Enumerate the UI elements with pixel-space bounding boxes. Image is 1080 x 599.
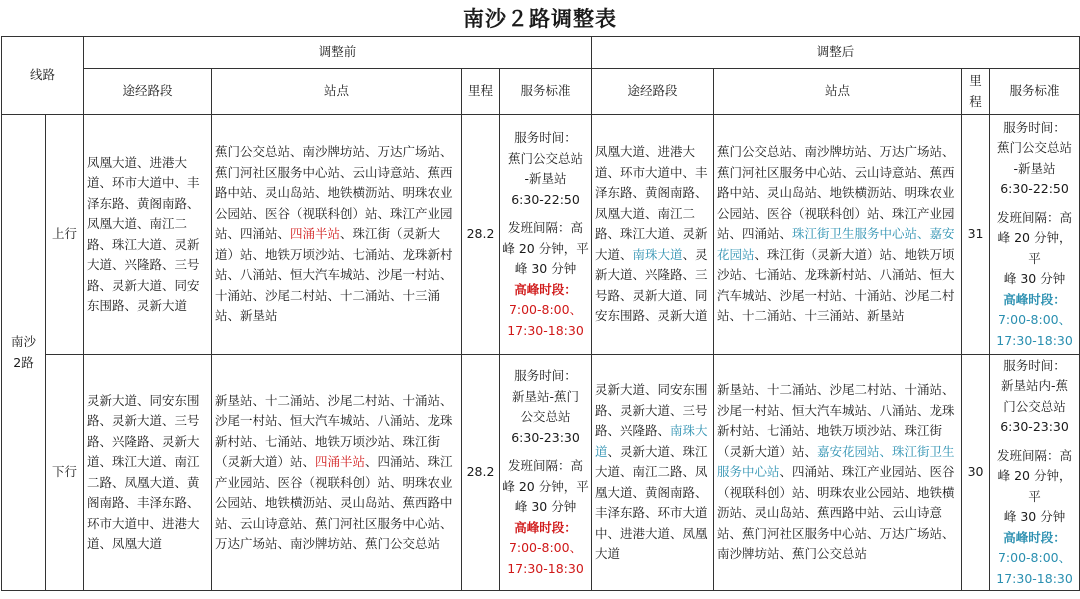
down-after-svc-time: 6:30-23:30: [1000, 419, 1069, 435]
down-before-peak-1: 7:00-8:00、: [508, 540, 583, 555]
direction-down-label: 下行: [46, 355, 84, 591]
down-after-peak-1: 7:00-8:00、: [997, 550, 1072, 566]
up-before-interval-1: 发班间隔：高: [508, 220, 584, 235]
up-after-path-part-1: 凤凰大道、进港大道、环市大道中、丰泽东路、黄阁南路、凤凰大道、南江二路、珠江大道、灵新大道、: [595, 144, 708, 262]
route-name-line-2: 2路: [13, 354, 34, 370]
header-before-mileage: 里程: [462, 69, 500, 115]
down-after-stations-highlight: 嘉安花园站、珠江街卫生服务中心站: [717, 443, 955, 480]
down-after-interval-2: 峰 20 分钟，平: [997, 468, 1072, 504]
down-after-path-part-1: 灵新大道、同安东围路、灵新大道、三号路、兴隆路、: [595, 382, 708, 439]
up-after-interval-3: 峰 30 分钟: [1003, 271, 1066, 287]
up-after-peak-label: 高峰时段：: [1003, 291, 1066, 307]
down-before-stations: [212, 355, 462, 591]
down-before-interval-3: 峰 30 分钟: [514, 499, 577, 514]
up-after-interval-1: 发班间隔：高: [997, 209, 1073, 225]
down-before-svc-line2: 公交总站: [520, 409, 571, 424]
up-after-svc-line2: -新垦站: [1013, 160, 1056, 176]
up-after-stations-part-1: 蕉门公交总站、南沙牌坊站、万达广场站、蕉门河社区服务中心站、云山诗意站、蕉西路中站、灵山岛站、地铁横沥站、明珠农业公园站、医谷（视联科创）站、珠江产业园站、四涌站、: [717, 144, 955, 242]
header-before-path: 途经路段: [84, 69, 212, 115]
up-before-peak-1: 7:00-8:00、: [508, 302, 583, 317]
up-before-svc-line2: -新垦站: [524, 171, 567, 186]
down-after-interval-3: 峰 30 分钟: [1003, 509, 1066, 525]
down-after-interval-1: 发班间隔：高: [997, 447, 1073, 463]
page-title: 南沙２路调整表: [463, 7, 617, 31]
up-after-path-part-2: 、灵新大道、兴隆路、三号路、灵新大道、同安东围路、灵新大道: [595, 246, 708, 324]
table-row-down: [2, 355, 1080, 591]
down-after-path-part-2: 、灵新大道、珠江大道、南江二路、凤凰大道、黄阁南路、丰泽东路、环市大道中、进港大道、凤凰大道: [595, 443, 708, 562]
down-after-stations-part-2: 、四涌站、珠江产业园站、医谷（视联科创）站、明珠农业公园站、地铁横沥站、灵山岛站、蕉西路中站、云山诗意站、蕉门河社区服务中心站、万达广场站、南沙牌坊站、蕉门公交总站: [717, 464, 955, 562]
down-after-svc-title: 服务时间：: [1003, 357, 1066, 373]
down-before-mileage: 28.2: [462, 355, 500, 591]
up-before-path: 凤凰大道、进港大道、环市大道中、丰泽东路、黄阁南路、凤凰大道、南江二路、珠江大道、灵新大道、兴隆路、三号路、灵新大道、同安东围路、灵新大道: [84, 115, 212, 355]
header-before-stations: 站点: [212, 69, 462, 115]
down-before-svc-time: 6:30-23:30: [511, 429, 580, 445]
up-after-svc-line1: 蕉门公交总站: [997, 140, 1073, 156]
down-after-mileage: 30: [962, 355, 990, 591]
header-route: 线路: [2, 37, 84, 115]
up-before-service: [500, 115, 592, 355]
up-after-interval-2: 峰 20 分钟，平: [997, 230, 1072, 266]
down-after-svc-line2: 门公交总站: [1003, 398, 1066, 414]
up-after-peak-2: 17:30-18:30: [996, 332, 1073, 348]
down-before-svc-line1: 新垦站-蕉门: [512, 388, 580, 404]
down-after-stations: [714, 355, 962, 591]
up-before-interval-2: 峰 20 分钟，平: [502, 240, 589, 256]
up-after-path: [592, 115, 714, 355]
up-before-svc-time: 6:30-22:50: [511, 191, 580, 207]
header-after-service: 服务标准: [990, 69, 1080, 115]
up-before-stations-highlight: 四涌半站: [290, 226, 341, 242]
direction-up-label: 上行: [46, 115, 84, 355]
header-before-service: 服务标准: [500, 69, 592, 115]
down-before-interval-2: 峰 20 分钟，平: [502, 478, 589, 494]
down-after-peak-label: 高峰时段：: [1003, 529, 1066, 545]
down-after-service: [990, 355, 1080, 591]
down-before-stations-highlight: 四涌半站: [315, 454, 366, 469]
up-after-stations: [714, 115, 962, 355]
up-after-peak-1: 7:00-8:00、: [997, 312, 1072, 328]
up-before-interval-3: 峰 30 分钟: [514, 261, 577, 276]
up-after-stations-highlight: 珠江街卫生服务中心站、嘉安花园站: [717, 226, 955, 262]
down-before-path: 灵新大道、同安东围路、灵新大道、三号路、兴隆路、灵新大道、珠江大道、南江二路、凤凰大道、黄阁南路、丰泽东路、环市大道中、进港大道、凤凰大道: [84, 355, 212, 591]
down-before-interval-1: 发班间隔：高: [508, 458, 584, 473]
header-after-path: 途经路段: [592, 69, 714, 115]
header-after: 调整后: [592, 37, 1080, 69]
down-before-peak-label: 高峰时段：: [514, 519, 577, 535]
down-after-path-highlight: 南珠大道: [595, 423, 708, 459]
header-after-stations: 站点: [714, 69, 962, 115]
up-after-mileage: 31: [962, 115, 990, 355]
up-after-svc-time: 6:30-22:50: [1000, 181, 1069, 197]
header-after-mileage-char-2: 程: [969, 93, 982, 109]
up-after-stations-part-2: 、珠江街（灵新大道）站、地铁万顷沙站、七涌站、龙珠新村站、八涌站、恒大汽车城站、沙尾一村站、十涌站、沙尾二村站、十二涌站、十三涌站、新垦站: [717, 246, 955, 324]
header-after-mileage: [962, 69, 990, 115]
up-before-peak-label: 高峰时段：: [514, 281, 577, 297]
up-before-svc-line1: 蕉门公交总站: [508, 150, 584, 166]
table-row-up: [2, 115, 1080, 355]
down-before-stations-part-1: 新垦站、十二涌站、沙尾二村站、十涌站、沙尾一村站、恒大汽车城站、八涌站、龙珠新村站、七涌站、地铁万顷沙站、珠江街（灵新大道）站、: [215, 392, 453, 469]
down-before-peak-2: 17:30-18:30: [507, 560, 584, 576]
down-after-path: [592, 355, 714, 591]
down-before-service: [500, 355, 592, 591]
route-name-cell: [2, 115, 46, 591]
down-after-stations-part-1: 新垦站、十二涌站、沙尾二村站、十涌站、沙尾一村站、恒大汽车城站、八涌站、龙珠新村站、七涌站、地铁万顷沙站、珠江街（灵新大道）站、: [717, 382, 955, 459]
up-before-stations-part-1: 蕉门公交总站、南沙牌坊站、万达广场站、蕉门河社区服务中心站、云山诗意站、蕉西路中站、灵山岛站、地铁横沥站、明珠农业公园站、医谷（视联科创）站、珠江产业园站、四涌站、: [215, 144, 453, 242]
up-before-stations-part-2: 、珠江街（灵新大道）站、地铁万顷沙站、七涌站、龙珠新村站、八涌站、恒大汽车城站、沙尾一村站、十涌站、沙尾二村站、十二涌站、十三涌站、新垦站: [215, 226, 453, 324]
up-before-stations: [212, 115, 462, 355]
down-after-peak-2: 17:30-18:30: [996, 570, 1073, 586]
header-after-mileage-char-1: 里: [969, 73, 982, 88]
up-before-peak-2: 17:30-18:30: [507, 322, 584, 338]
route-name-line-1: 南沙: [10, 334, 36, 349]
up-after-svc-title: 服务时间：: [1003, 119, 1066, 135]
down-before-stations-part-2: 、四涌站、珠江产业园站、医谷（视联科创）站、明珠农业公园站、地铁横沥站、灵山岛站、蕉西路中站、云山诗意站、蕉门河社区服务中心站、万达广场站、南沙牌坊站、蕉门公交总站: [215, 454, 453, 551]
up-after-path-highlight: 南珠大道: [632, 246, 683, 262]
up-before-mileage: 28.2: [462, 115, 500, 355]
down-after-svc-line1: 新垦站内-蕉: [1001, 378, 1069, 394]
down-before-svc-title: 服务时间：: [514, 368, 577, 383]
up-after-service: [990, 115, 1080, 355]
up-before-svc-title: 服务时间：: [514, 130, 577, 145]
header-before: 调整前: [84, 37, 592, 69]
adjustment-table: [1, 36, 1080, 591]
